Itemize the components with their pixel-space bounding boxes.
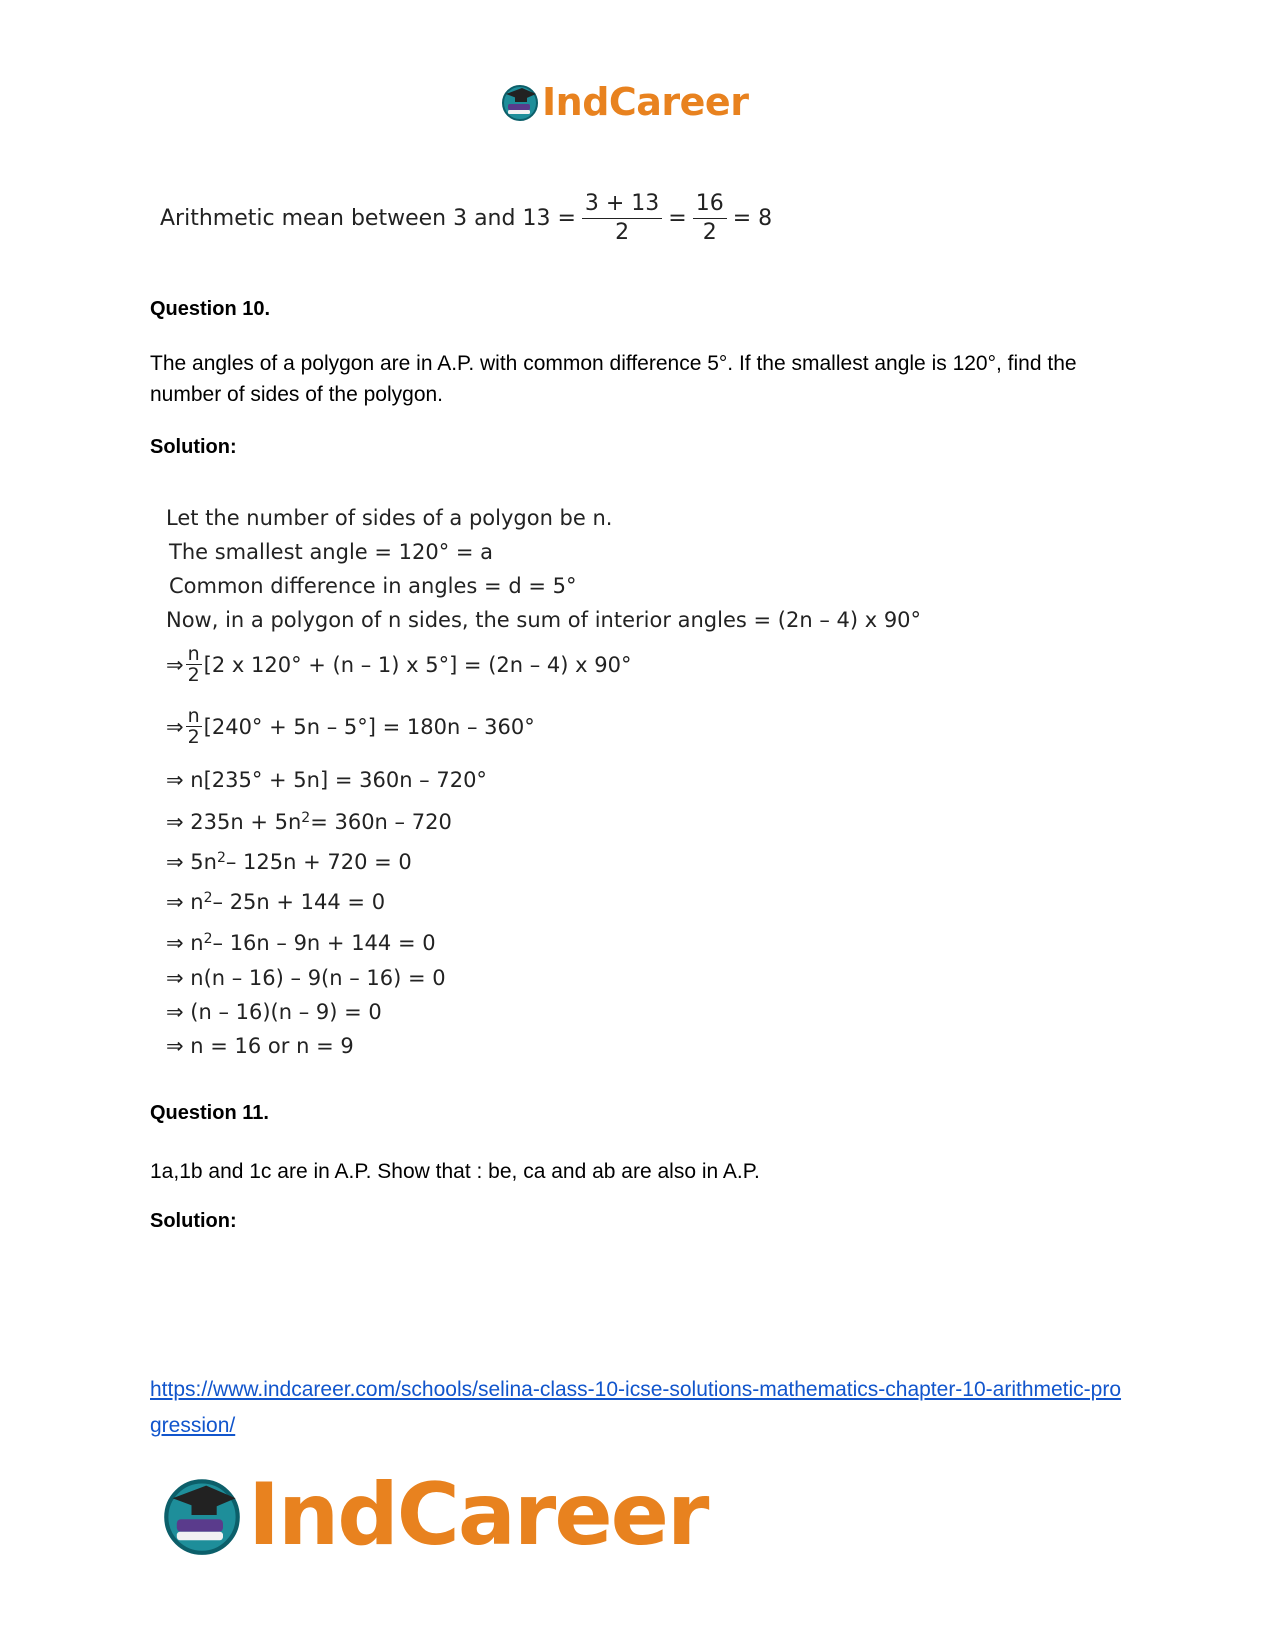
solution-line-1: Let the number of sides of a polygon be n.: [166, 506, 613, 530]
step2-fraction: [186, 706, 202, 747]
step2-rest: [240° + 5n – 5°] = 180n – 360°: [203, 714, 535, 739]
step6-a: ⇒ n: [166, 890, 204, 914]
am-fraction-1: [582, 190, 662, 247]
arithmetic-mean-equation: [158, 190, 774, 247]
solution-step-1: [166, 644, 631, 685]
brand-name-footer: IndCareer: [248, 1465, 708, 1565]
am-frac2-num: 16: [693, 190, 727, 219]
step6-b: – 25n + 144 = 0: [212, 890, 386, 914]
am-prefix: Arithmetic mean between 3 and 13 =: [160, 206, 576, 231]
solution-step-2: [166, 706, 535, 747]
am-fraction-2: [693, 190, 727, 247]
am-frac1-den: 2: [615, 220, 630, 245]
solution-line-2: The smallest angle = 120° = a: [169, 540, 494, 564]
question-10-text: The angles of a polygon are in A.P. with common difference 5°. If the smallest angle is 120°, find the number of sides of the polygon.: [150, 352, 1077, 406]
graduation-cap-book-globe-icon: [500, 82, 540, 122]
step1-rest: [2 x 120° + (n – 1) x 5°] = (2n – 4) x 90°: [203, 652, 632, 677]
am-frac2-den: 2: [702, 220, 717, 245]
step7-sup: 2: [203, 931, 213, 947]
step5-b: – 125n + 720 = 0: [225, 850, 412, 874]
solution-step-10: ⇒ n = 16 or n = 9: [166, 1034, 354, 1058]
footer-link[interactable]: https://www.indcareer.com/schools/selina-class-10-icse-solutions-mathematics-chapter-10-arithmetic-progression/: [150, 1378, 1122, 1437]
step1-arrow: ⇒: [166, 652, 184, 677]
question-11-text: 1a,1b and 1c are in A.P. Show that : be, ca and ab are also in A.P.: [150, 1160, 760, 1183]
step4-b: = 360n – 720: [310, 810, 452, 834]
step2-arrow: ⇒: [166, 714, 184, 739]
solution-step-4: [166, 810, 452, 834]
step1-fraction: [186, 644, 202, 685]
step4-a: ⇒ 235n + 5n: [166, 810, 302, 834]
brand-name: IndCareer: [542, 80, 749, 124]
am-frac1-num: 3 + 13: [582, 190, 662, 219]
question-10-solution-label: Solution:: [150, 436, 237, 458]
solution-step-8: ⇒ n(n – 16) – 9(n – 16) = 0: [166, 966, 446, 990]
step7-a: ⇒ n: [166, 931, 204, 955]
solution-line-3: Common difference in angles = d = 5°: [169, 574, 577, 598]
step4-sup: 2: [301, 810, 311, 826]
step2-num: n: [187, 705, 200, 727]
header-logo: [500, 80, 748, 124]
solution-step-5: [166, 850, 412, 874]
footer-logo: [160, 1465, 708, 1565]
solution-line-4: Now, in a polygon of n sides, the sum of interior angles = (2n – 4) x 90°: [166, 608, 922, 632]
question-10-heading: Question 10.: [150, 298, 271, 320]
am-eq: =: [668, 206, 687, 231]
step1-den: 2: [187, 664, 200, 686]
am-result: = 8: [732, 206, 773, 231]
solution-step-9: ⇒ (n – 16)(n – 9) = 0: [166, 1000, 382, 1024]
step1-num: n: [187, 643, 200, 665]
solution-step-3: ⇒ n[235° + 5n] = 360n – 720°: [166, 768, 487, 792]
graduation-cap-book-globe-icon: [160, 1473, 244, 1557]
step5-a: ⇒ 5n: [166, 850, 217, 874]
solution-step-7: [166, 931, 436, 955]
step5-sup: 2: [216, 850, 226, 866]
step2-den: 2: [187, 726, 200, 748]
question-11-heading: Question 11.: [150, 1102, 269, 1124]
step7-b: – 16n – 9n + 144 = 0: [212, 931, 436, 955]
step6-sup: 2: [203, 890, 213, 906]
question-11-solution-label: Solution:: [150, 1210, 237, 1232]
solution-step-6: [166, 890, 385, 914]
